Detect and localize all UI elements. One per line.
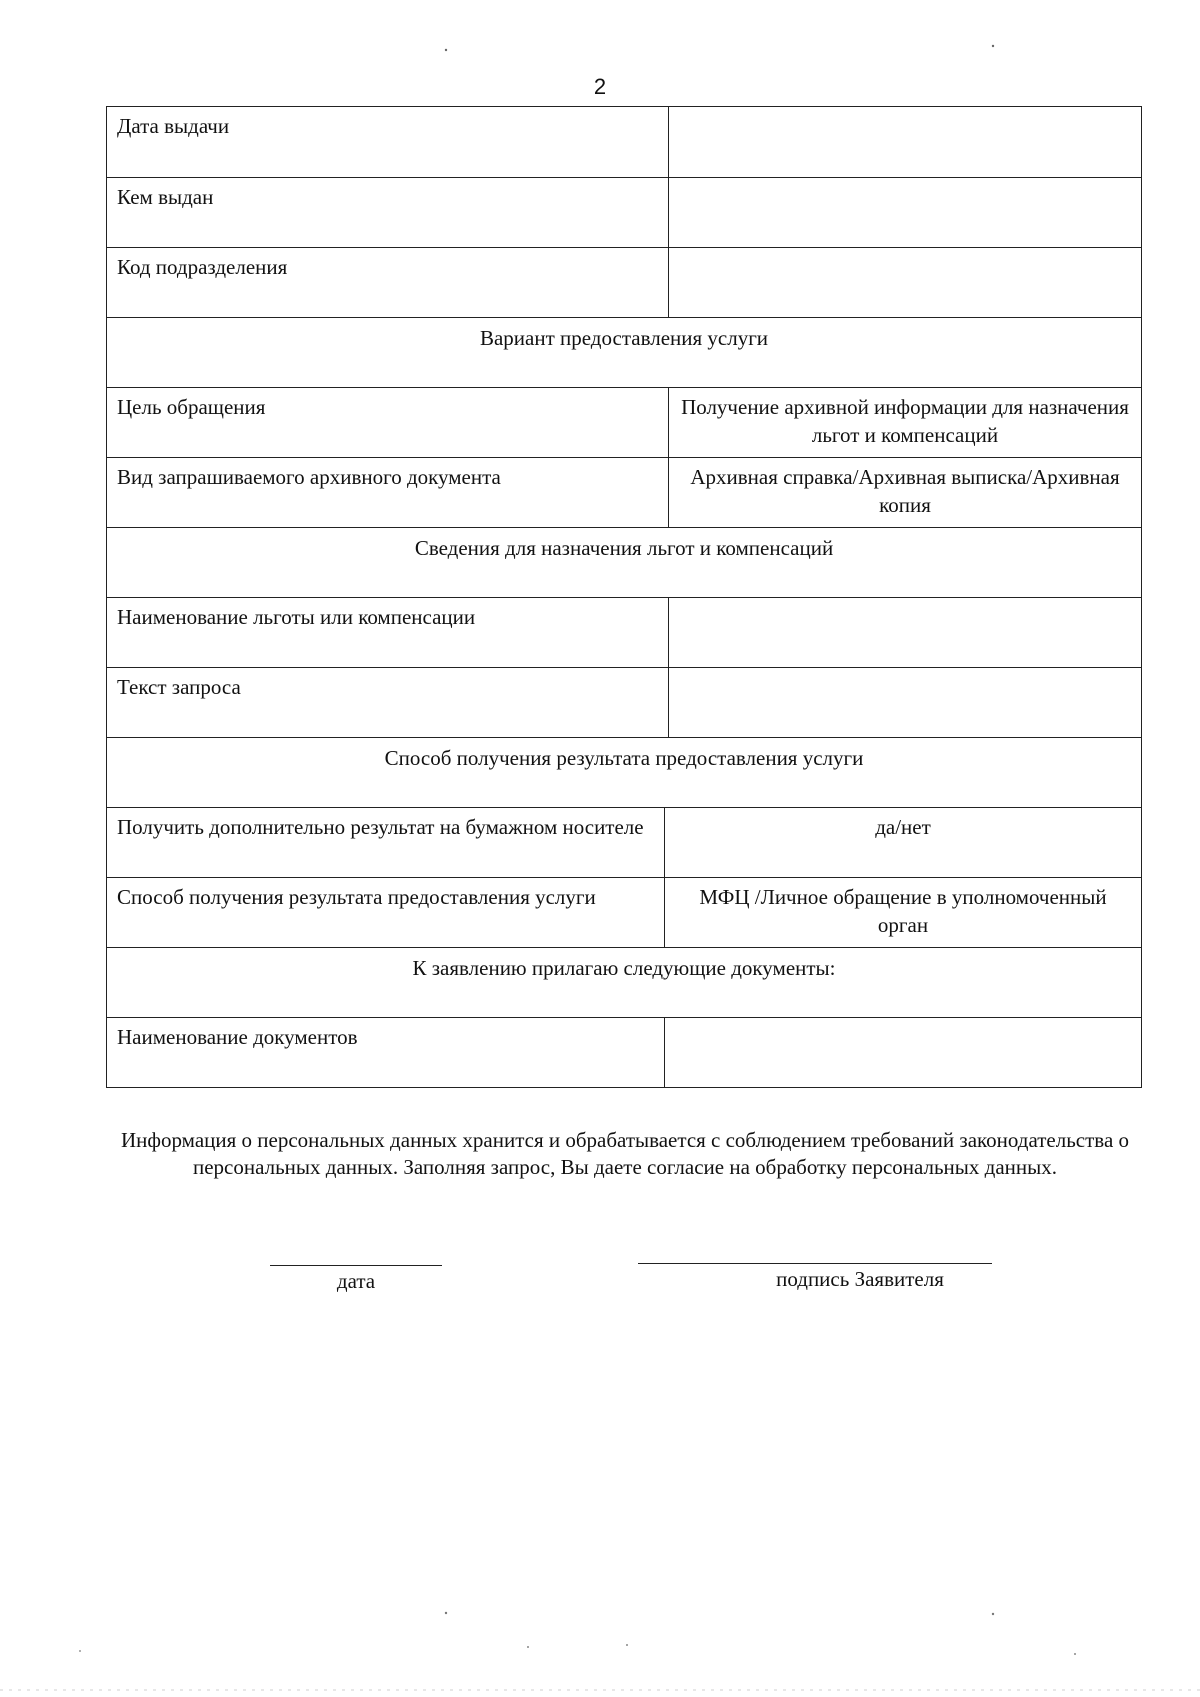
application-form-table — [106, 106, 1142, 1088]
row-benefits-heading — [107, 527, 1141, 597]
request-text-field[interactable] — [669, 668, 1141, 737]
result-method-label: Способ получения результата предоставления услуги — [107, 878, 665, 947]
division-code-field[interactable] — [669, 248, 1141, 317]
issue-date-field[interactable] — [669, 107, 1141, 177]
row-issued-by — [107, 177, 1141, 247]
document-type-label: Вид запрашиваемого архивного документа — [107, 458, 669, 527]
page-number: 2 — [593, 74, 607, 99]
issue-date-label: Дата выдачи — [107, 107, 669, 177]
row-service-variant-heading — [107, 317, 1141, 387]
row-result-method — [107, 877, 1141, 947]
row-benefit-name — [107, 597, 1141, 667]
benefits-heading: Сведения для назначения льгот и компенсаций — [414, 536, 834, 560]
service-variant-heading: Вариант предоставления услуги — [479, 326, 769, 350]
row-request-text — [107, 667, 1141, 737]
attachments-heading: К заявлению прилагаю следующие документы: — [412, 956, 836, 980]
purpose-label: Цель обращения — [107, 388, 669, 457]
paper-copy-label: Получить дополнительно результат на бумажном носителе — [107, 808, 665, 877]
row-division-code — [107, 247, 1141, 317]
purpose-value: Получение архивной информации для назначения льгот и компенсаций — [681, 395, 1129, 447]
applicant-signature-line — [638, 1263, 992, 1264]
row-result-method-heading — [107, 737, 1141, 807]
date-signature-line — [270, 1265, 442, 1266]
documents-name-label: Наименование документов — [107, 1018, 665, 1087]
row-issue-date — [107, 107, 1141, 177]
applicant-signature-label: подпись Заявителя — [776, 1267, 944, 1291]
division-code-label: Код подразделения — [107, 248, 669, 317]
result-method-option[interactable]: МФЦ /Личное обращение в уполномоченный орган — [699, 885, 1107, 937]
issued-by-label: Кем выдан — [107, 178, 669, 247]
row-paper-copy — [107, 807, 1141, 877]
personal-data-notice: Информация о персональных данных хранится и обрабатывается с соблюдением требований законодательства о персональных данных. Заполняя запрос, Вы даете согласие на обработку персональных данных. — [120, 1128, 1130, 1179]
row-attachments-heading — [107, 947, 1141, 1017]
row-document-type — [107, 457, 1141, 527]
document-type-value: Архивная справка/Архивная выписка/Архивная копия — [690, 465, 1120, 517]
benefit-name-label: Наименование льготы или компенсации — [107, 598, 669, 667]
paper-copy-option[interactable]: да/нет — [875, 815, 931, 839]
documents-name-field[interactable] — [665, 1018, 1141, 1087]
issued-by-field[interactable] — [669, 178, 1141, 247]
row-documents-name — [107, 1017, 1141, 1087]
result-method-heading: Способ получения результата предоставления услуги — [384, 746, 864, 770]
request-text-label: Текст запроса — [107, 668, 669, 737]
date-label: дата — [336, 1269, 376, 1293]
benefit-name-field[interactable] — [669, 598, 1141, 667]
row-purpose — [107, 387, 1141, 457]
